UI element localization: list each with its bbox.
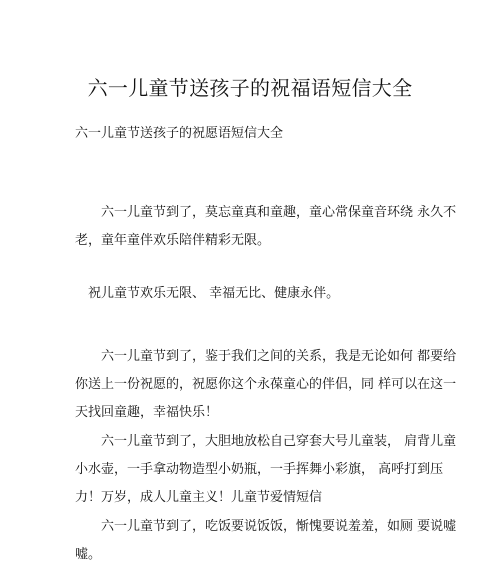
paragraph-line: 天找回童趣，幸福快乐！ (75, 405, 219, 420)
paragraph-line: 你送上一份祝愿的，祝愿你这个永葆童心的伴侣，同 样可以在这一 (75, 377, 457, 392)
paragraph-2 (75, 280, 427, 308)
paragraph-line: 力！万岁，成人儿童主义！儿童节爱情短信 (75, 490, 323, 505)
paragraph-line: 祝儿童节欢乐无限、 幸福无比、健康永伴。 (88, 286, 340, 301)
paragraph-5 (75, 513, 457, 569)
paragraph-line: 六一儿童节到了，吃饭要说饭饭，惭愧要说羞羞，如厕 要说嘘 (101, 519, 457, 534)
paragraph-4 (75, 428, 457, 512)
paragraph-line: 六一儿童节到了，大胆地放松自己穿套大号儿童装， 肩背儿童 (101, 434, 457, 449)
paragraph-line: 老，童年童伴欢乐陪伴精彩无限。 (75, 233, 271, 248)
paragraph-line: 小水壶，一手拿动物造型小奶瓶，一手挥舞小彩旗， 高呼打到压 (75, 462, 444, 477)
paragraph-line: 六一儿童节到了，鉴于我们之间的关系，我是无论如何 都要给 (101, 349, 457, 364)
document-title: 六一儿童节送孩子的祝福语短信大全 (87, 76, 413, 100)
paragraph-1 (75, 199, 457, 255)
document-subtitle: 六一儿童节送孩子的祝愿语短信大全 (75, 126, 284, 141)
paragraph-line: 嘘。 (75, 547, 102, 562)
paragraph-3 (75, 343, 457, 427)
paragraph-line: 六一儿童节到了，莫忘童真和童趣，童心常保童音环绕 永久不 (101, 205, 457, 220)
